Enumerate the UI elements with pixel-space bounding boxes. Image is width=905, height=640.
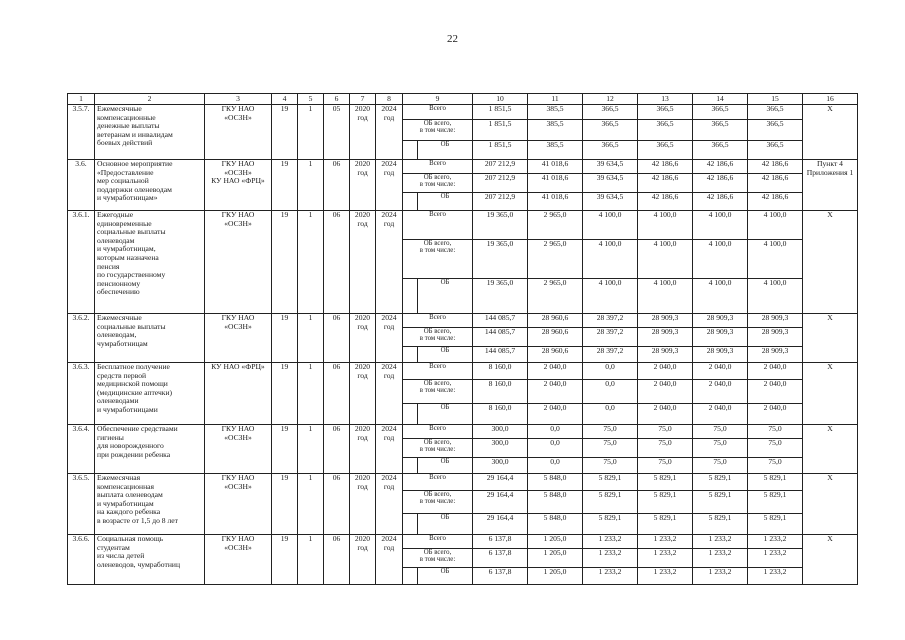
row-start-year: 2020 год	[350, 314, 376, 363]
amount-cell: 28 909,3	[693, 328, 748, 347]
funding-source: Всего	[403, 314, 473, 328]
row-executor: ГКУ НАО «ОСЗН»	[205, 474, 272, 535]
row-number: 3.6.4.	[68, 425, 95, 474]
amount-cell: 1 851,5	[473, 141, 528, 160]
column-header: 10	[473, 94, 528, 105]
amount-cell: 42 186,6	[693, 160, 748, 174]
amount-cell: 5 829,1	[638, 491, 693, 514]
row-executor: ГКУ НАО «ОСЗН»	[205, 314, 272, 363]
row-start-year: 2020 год	[350, 363, 376, 425]
row-end-year: 2024 год	[376, 535, 403, 585]
amount-cell: 5 829,1	[583, 474, 638, 491]
table-row	[68, 314, 858, 328]
amount-cell: 366,5	[638, 141, 693, 160]
funding-source: Всего	[403, 105, 473, 120]
amount-cell: 28 909,3	[748, 347, 803, 363]
amount-cell: 28 909,3	[638, 328, 693, 347]
row-note: Х	[803, 314, 858, 363]
amount-cell: 1 233,2	[748, 568, 803, 585]
funding-source: ОБ	[418, 193, 473, 211]
row-code-6: 06	[324, 474, 350, 535]
amount-cell: 39 634,5	[583, 193, 638, 211]
row-note: Х	[803, 535, 858, 585]
amount-cell: 2 040,0	[693, 404, 748, 425]
amount-cell: 41 018,6	[528, 193, 583, 211]
amount-cell: 366,5	[693, 105, 748, 120]
row-number: 3.6.2.	[68, 314, 95, 363]
funding-source: Всего	[403, 211, 473, 240]
amount-cell: 385,5	[528, 141, 583, 160]
amount-cell: 366,5	[748, 141, 803, 160]
amount-cell: 28 960,6	[528, 328, 583, 347]
amount-cell: 2 965,0	[528, 211, 583, 240]
row-end-year: 2024 год	[376, 425, 403, 474]
amount-cell: 366,5	[693, 120, 748, 141]
funding-source: ОБ всего, в том числе:	[403, 549, 473, 568]
amount-cell: 2 040,0	[638, 363, 693, 380]
row-code-5: 1	[298, 211, 324, 314]
amount-cell: 41 018,6	[528, 174, 583, 193]
column-header: 16	[803, 94, 858, 105]
amount-cell: 19 365,0	[473, 211, 528, 240]
row-code-6: 06	[324, 211, 350, 314]
funding-source: ОБ	[418, 141, 473, 160]
amount-cell: 6 137,8	[473, 535, 528, 549]
amount-cell: 5 848,0	[528, 474, 583, 491]
amount-cell: 207 212,9	[473, 174, 528, 193]
row-number: 3.6.1.	[68, 211, 95, 314]
row-end-year: 2024 год	[376, 105, 403, 160]
amount-cell: 2 040,0	[528, 404, 583, 425]
amount-cell: 42 186,6	[693, 174, 748, 193]
row-start-year: 2020 год	[350, 474, 376, 535]
row-code-4: 19	[272, 425, 298, 474]
row-name: Основное мероприятие «Предоставление мер социальной поддержки оленеводам и чумработницам»	[95, 160, 205, 211]
row-name: Ежемесячные компенсационные денежные выплаты ветеранам и инвалидам боевых действий	[95, 105, 205, 160]
row-end-year: 2024 год	[376, 314, 403, 363]
amount-cell: 5 848,0	[528, 514, 583, 535]
row-code-4: 19	[272, 160, 298, 211]
funding-source: ОБ	[418, 404, 473, 425]
row-start-year: 2020 год	[350, 425, 376, 474]
amount-cell: 4 100,0	[748, 240, 803, 279]
amount-cell: 29 164,4	[473, 474, 528, 491]
funding-source: ОБ	[418, 279, 473, 314]
amount-cell: 42 186,6	[638, 160, 693, 174]
funding-source-blank	[403, 404, 418, 425]
amount-cell: 28 909,3	[638, 347, 693, 363]
row-code-6: 06	[324, 160, 350, 211]
funding-source-blank	[403, 193, 418, 211]
amount-cell: 5 829,1	[693, 514, 748, 535]
amount-cell: 2 040,0	[748, 380, 803, 404]
funding-source-blank	[403, 141, 418, 160]
amount-cell: 28 909,3	[638, 314, 693, 328]
amount-cell: 366,5	[748, 105, 803, 120]
amount-cell: 42 186,6	[638, 174, 693, 193]
amount-cell: 1 233,2	[638, 549, 693, 568]
amount-cell: 0,0	[528, 439, 583, 458]
amount-cell: 5 829,1	[693, 491, 748, 514]
amount-cell: 42 186,6	[748, 193, 803, 211]
column-header: 6	[324, 94, 350, 105]
amount-cell: 39 634,5	[583, 160, 638, 174]
amount-cell: 5 848,0	[528, 491, 583, 514]
amount-cell: 4 100,0	[583, 211, 638, 240]
amount-cell: 5 829,1	[638, 474, 693, 491]
row-number: 3.6.	[68, 160, 95, 211]
funding-source: ОБ всего, в том числе:	[403, 328, 473, 347]
column-header: 12	[583, 94, 638, 105]
amount-cell: 75,0	[693, 458, 748, 474]
amount-cell: 28 909,3	[693, 347, 748, 363]
row-name: Обеспечение средствами гигиены для новорожденного при рождении ребенка	[95, 425, 205, 474]
column-header: 3	[205, 94, 272, 105]
amount-cell: 366,5	[583, 120, 638, 141]
funding-source: ОБ	[418, 458, 473, 474]
amount-cell: 207 212,9	[473, 160, 528, 174]
amount-cell: 5 829,1	[583, 491, 638, 514]
amount-cell: 75,0	[638, 439, 693, 458]
amount-cell: 42 186,6	[748, 160, 803, 174]
row-code-6: 06	[324, 425, 350, 474]
funding-source-blank	[403, 347, 418, 363]
funding-source: Всего	[403, 363, 473, 380]
amount-cell: 300,0	[473, 425, 528, 439]
funding-source: Всего	[403, 160, 473, 174]
amount-cell: 1 233,2	[638, 568, 693, 585]
column-header: 5	[298, 94, 324, 105]
row-name: Ежегодные единовременные социальные выплаты оленеводам и чумработницам, которым назначена пенсия по государственному пенсионному обеспечению	[95, 211, 205, 314]
row-executor: ГКУ НАО «ОСЗН» КУ НАО «ФРЦ»	[205, 160, 272, 211]
amount-cell: 1 233,2	[693, 549, 748, 568]
page-number: 22	[447, 33, 458, 45]
row-number: 3.5.7.	[68, 105, 95, 160]
amount-cell: 2 040,0	[528, 363, 583, 380]
row-start-year: 2020 год	[350, 105, 376, 160]
amount-cell: 75,0	[748, 439, 803, 458]
amount-cell: 75,0	[748, 458, 803, 474]
row-name: Ежемесячные социальные выплаты оленеводам, чумработницам	[95, 314, 205, 363]
amount-cell: 1 233,2	[638, 535, 693, 549]
table-row	[68, 160, 858, 174]
amount-cell: 4 100,0	[583, 240, 638, 279]
amount-cell: 0,0	[583, 363, 638, 380]
column-header: 8	[376, 94, 403, 105]
amount-cell: 75,0	[583, 458, 638, 474]
amount-cell: 2 040,0	[528, 380, 583, 404]
amount-cell: 0,0	[528, 458, 583, 474]
amount-cell: 385,5	[528, 105, 583, 120]
table-row	[68, 363, 858, 380]
row-start-year: 2020 год	[350, 535, 376, 585]
row-name: Бесплатное получение средств первой медицинской помощи (медицинские аптечки) оленеводами и чумработницами	[95, 363, 205, 425]
row-number: 3.6.3.	[68, 363, 95, 425]
table-row	[68, 425, 858, 439]
row-code-5: 1	[298, 535, 324, 585]
amount-cell: 4 100,0	[583, 279, 638, 314]
amount-cell: 75,0	[583, 439, 638, 458]
row-code-4: 19	[272, 363, 298, 425]
row-code-6: 05	[324, 105, 350, 160]
column-header: 9	[403, 94, 473, 105]
amount-cell: 4 100,0	[693, 279, 748, 314]
row-executor: ГКУ НАО «ОСЗН»	[205, 535, 272, 585]
amount-cell: 28 397,2	[583, 314, 638, 328]
amount-cell: 366,5	[693, 141, 748, 160]
amount-cell: 29 164,4	[473, 491, 528, 514]
row-executor: ГКУ НАО «ОСЗН»	[205, 211, 272, 314]
amount-cell: 207 212,9	[473, 193, 528, 211]
amount-cell: 28 909,3	[693, 314, 748, 328]
row-executor: ГКУ НАО «ОСЗН»	[205, 105, 272, 160]
amount-cell: 75,0	[583, 425, 638, 439]
table-row	[68, 474, 858, 491]
amount-cell: 8 160,0	[473, 404, 528, 425]
row-end-year: 2024 год	[376, 160, 403, 211]
amount-cell: 8 160,0	[473, 380, 528, 404]
amount-cell: 75,0	[693, 425, 748, 439]
row-end-year: 2024 год	[376, 474, 403, 535]
column-header: 1	[68, 94, 95, 105]
amount-cell: 2 040,0	[693, 380, 748, 404]
amount-cell: 1 851,5	[473, 120, 528, 141]
funding-source: ОБ всего, в том числе:	[403, 491, 473, 514]
row-code-6: 06	[324, 535, 350, 585]
amount-cell: 5 829,1	[748, 474, 803, 491]
amount-cell: 1 233,2	[748, 549, 803, 568]
amount-cell: 144 085,7	[473, 328, 528, 347]
amount-cell: 2 040,0	[638, 380, 693, 404]
amount-cell: 4 100,0	[638, 279, 693, 314]
amount-cell: 28 397,2	[583, 328, 638, 347]
funding-source-blank	[403, 279, 418, 314]
amount-cell: 75,0	[693, 439, 748, 458]
amount-cell: 1 205,0	[528, 549, 583, 568]
amount-cell: 5 829,1	[638, 514, 693, 535]
amount-cell: 4 100,0	[693, 211, 748, 240]
funding-source-blank	[403, 458, 418, 474]
amount-cell: 41 018,6	[528, 160, 583, 174]
amount-cell: 1 233,2	[693, 568, 748, 585]
amount-cell: 5 829,1	[693, 474, 748, 491]
amount-cell: 2 040,0	[748, 404, 803, 425]
funding-source: ОБ всего, в том числе:	[403, 240, 473, 279]
amount-cell: 1 233,2	[583, 549, 638, 568]
funding-source: ОБ всего, в том числе:	[403, 120, 473, 141]
row-code-6: 06	[324, 363, 350, 425]
row-code-5: 1	[298, 160, 324, 211]
amount-cell: 366,5	[748, 120, 803, 141]
amount-cell: 144 085,7	[473, 314, 528, 328]
row-end-year: 2024 год	[376, 211, 403, 314]
row-end-year: 2024 год	[376, 363, 403, 425]
amount-cell: 1 233,2	[693, 535, 748, 549]
amount-cell: 75,0	[638, 458, 693, 474]
funding-source: ОБ всего, в том числе:	[403, 380, 473, 404]
amount-cell: 385,5	[528, 120, 583, 141]
row-code-5: 1	[298, 425, 324, 474]
row-executor: КУ НАО «ФРЦ»	[205, 363, 272, 425]
funding-source: ОБ	[418, 568, 473, 585]
funding-source-blank	[403, 514, 418, 535]
column-header: 14	[693, 94, 748, 105]
amount-cell: 0,0	[528, 425, 583, 439]
table-row	[68, 211, 858, 240]
amount-cell: 1 205,0	[528, 535, 583, 549]
row-note: Пункт 4 Приложения 1	[803, 160, 858, 211]
row-number: 3.6.5.	[68, 474, 95, 535]
amount-cell: 366,5	[638, 120, 693, 141]
row-name: Ежемесячная компенсационная выплата оленеводам и чумработницам на каждого ребенка в возрасте от 1,5 до 8 лет	[95, 474, 205, 535]
amount-cell: 2 040,0	[748, 363, 803, 380]
row-start-year: 2020 год	[350, 211, 376, 314]
row-code-5: 1	[298, 105, 324, 160]
row-code-4: 19	[272, 314, 298, 363]
funding-source: Всего	[403, 535, 473, 549]
amount-cell: 4 100,0	[693, 240, 748, 279]
row-code-4: 19	[272, 474, 298, 535]
column-header: 4	[272, 94, 298, 105]
amount-cell: 2 965,0	[528, 279, 583, 314]
amount-cell: 8 160,0	[473, 363, 528, 380]
amount-cell: 2 965,0	[528, 240, 583, 279]
amount-cell: 366,5	[638, 105, 693, 120]
column-header: 2	[95, 94, 205, 105]
funding-source: Всего	[403, 425, 473, 439]
amount-cell: 4 100,0	[638, 211, 693, 240]
row-code-4: 19	[272, 535, 298, 585]
amount-cell: 42 186,6	[748, 174, 803, 193]
amount-cell: 300,0	[473, 439, 528, 458]
amount-cell: 366,5	[583, 105, 638, 120]
amount-cell: 2 040,0	[638, 404, 693, 425]
amount-cell: 1 233,2	[583, 568, 638, 585]
amount-cell: 366,5	[583, 141, 638, 160]
table-row	[68, 535, 858, 549]
row-note: Х	[803, 211, 858, 314]
row-code-5: 1	[298, 314, 324, 363]
amount-cell: 42 186,6	[638, 193, 693, 211]
amount-cell: 5 829,1	[748, 491, 803, 514]
column-header: 15	[748, 94, 803, 105]
amount-cell: 28 960,6	[528, 314, 583, 328]
amount-cell: 75,0	[748, 425, 803, 439]
amount-cell: 6 137,8	[473, 549, 528, 568]
row-code-5: 1	[298, 474, 324, 535]
row-name: Социальная помощь студентам из числа детей оленеводов, чумработниц	[95, 535, 205, 585]
amount-cell: 4 100,0	[748, 211, 803, 240]
amount-cell: 39 634,5	[583, 174, 638, 193]
column-header: 11	[528, 94, 583, 105]
amount-cell: 1 851,5	[473, 105, 528, 120]
amount-cell: 300,0	[473, 458, 528, 474]
amount-cell: 1 233,2	[583, 535, 638, 549]
column-header: 13	[638, 94, 693, 105]
amount-cell: 2 040,0	[693, 363, 748, 380]
funding-source: ОБ	[418, 514, 473, 535]
amount-cell: 28 909,3	[748, 314, 803, 328]
row-start-year: 2020 год	[350, 160, 376, 211]
amount-cell: 144 085,7	[473, 347, 528, 363]
amount-cell: 1 205,0	[528, 568, 583, 585]
funding-source-blank	[403, 568, 418, 585]
amount-cell: 4 100,0	[638, 240, 693, 279]
row-number: 3.6.6.	[68, 535, 95, 585]
header-row	[68, 94, 858, 105]
row-executor: ГКУ НАО «ОСЗН»	[205, 425, 272, 474]
budget-table	[67, 93, 858, 585]
row-note: Х	[803, 363, 858, 425]
funding-source: Всего	[403, 474, 473, 491]
amount-cell: 19 365,0	[473, 240, 528, 279]
row-note: Х	[803, 105, 858, 160]
amount-cell: 42 186,6	[693, 193, 748, 211]
amount-cell: 6 137,8	[473, 568, 528, 585]
row-code-4: 19	[272, 211, 298, 314]
amount-cell: 5 829,1	[583, 514, 638, 535]
amount-cell: 0,0	[583, 404, 638, 425]
row-code-5: 1	[298, 363, 324, 425]
row-note: Х	[803, 474, 858, 535]
amount-cell: 28 909,3	[748, 328, 803, 347]
amount-cell: 4 100,0	[748, 279, 803, 314]
funding-source: ОБ всего, в том числе:	[403, 439, 473, 458]
funding-source: ОБ всего, в том числе:	[403, 174, 473, 193]
amount-cell: 29 164,4	[473, 514, 528, 535]
row-code-6: 06	[324, 314, 350, 363]
amount-cell: 28 397,2	[583, 347, 638, 363]
amount-cell: 1 233,2	[748, 535, 803, 549]
amount-cell: 5 829,1	[748, 514, 803, 535]
row-code-4: 19	[272, 105, 298, 160]
amount-cell: 19 365,0	[473, 279, 528, 314]
amount-cell: 0,0	[583, 380, 638, 404]
table-row	[68, 105, 858, 120]
amount-cell: 28 960,6	[528, 347, 583, 363]
amount-cell: 75,0	[638, 425, 693, 439]
row-note: Х	[803, 425, 858, 474]
funding-source: ОБ	[418, 347, 473, 363]
column-header: 7	[350, 94, 376, 105]
